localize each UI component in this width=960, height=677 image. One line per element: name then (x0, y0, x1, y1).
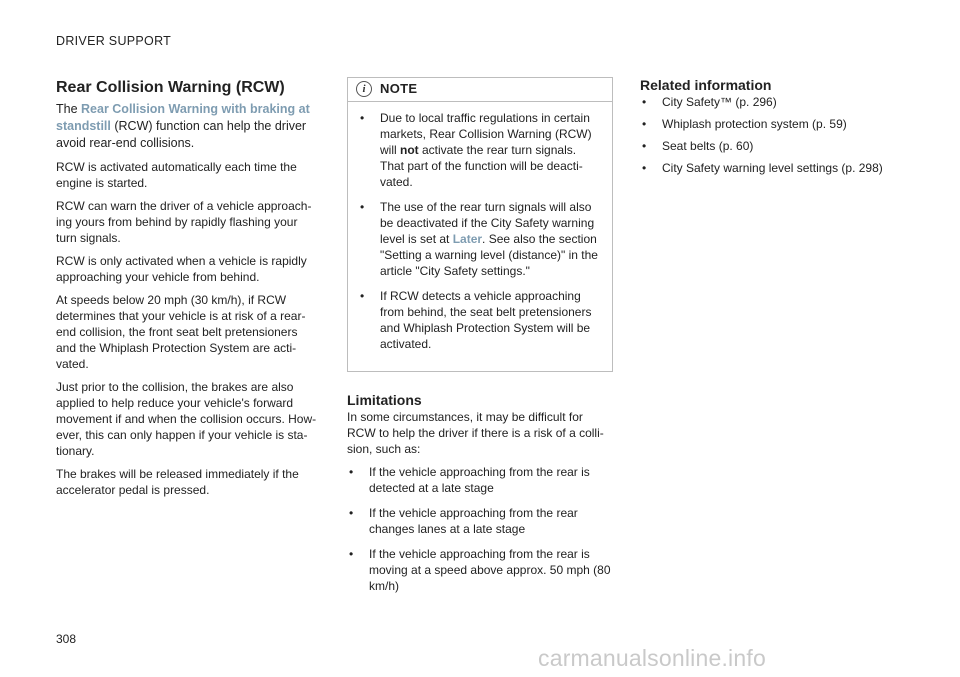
middle-column (347, 77, 613, 603)
later-setting-link[interactable]: Later (452, 232, 483, 246)
note-item (358, 199, 602, 279)
related-list (640, 94, 910, 176)
list-item: • If the vehicle approaching from the rear changes lanes at a late stage (347, 505, 613, 537)
note-box (347, 77, 613, 372)
main-column (56, 78, 320, 505)
list-item: • If the vehicle approaching from the rear is moving at a speed above approx. 50 mph (80 km/h) (347, 546, 613, 594)
limitations-heading: Limitations (347, 392, 422, 408)
related-link[interactable]: • Whiplash protection system (p. 59) (640, 116, 910, 132)
info-icon: i (356, 81, 372, 97)
note-item-emphasis: not (400, 143, 419, 157)
body-paragraph: Just prior to the collision, the brakes are also applied to help reduce your vehicle's forward movement if and when the collision occurs. How-ever, this can only happen if your vehicle is sta-tionary. (56, 380, 317, 458)
related-link[interactable]: • Seat belts (p. 60) (640, 138, 910, 154)
body-paragraph: RCW is only activated when a vehicle is rapidly approaching your vehicle from behind. (56, 254, 307, 284)
note-title: NOTE (380, 81, 418, 96)
note-item-text: The use of the rear turn signals will also be deactivated if the City Safety warning level is set at (380, 200, 595, 246)
intro-paragraph (56, 101, 320, 152)
intro-prefix: The (56, 102, 82, 116)
limitations-list (347, 464, 613, 594)
note-item: • If RCW detects a vehicle approaching from behind, the seat belt pretensioners and Whiplash Protection System will be activated. (358, 288, 602, 352)
note-item-text: Due to local traffic regulations in certain markets, Rear Collision Warning (RCW) will (380, 111, 592, 157)
body-paragraph: RCW can warn the driver of a vehicle approach-ing yours from behind by rapidly flashing your turn signals. (56, 199, 312, 245)
note-item-text: activate the rear turn signals. That part of the function will be deacti-vated. (380, 143, 583, 189)
note-header (348, 81, 612, 102)
watermark: carmanualsonline.info (538, 645, 766, 671)
related-heading: Related information (640, 77, 772, 93)
related-link[interactable]: • City Safety warning level settings (p. 298) (640, 160, 910, 176)
page-number: 308 (56, 632, 77, 646)
related-link[interactable]: • City Safety™ (p. 296) (640, 94, 910, 110)
related-column (640, 77, 910, 182)
note-item (358, 110, 602, 190)
page-title: Rear Collision Warning (RCW) (56, 79, 285, 96)
limitations-intro: In some circumstances, it may be difficult for RCW to help the driver if there is a risk of a colli-sion, such as: (347, 410, 604, 456)
body-paragraph: At speeds below 20 mph (30 km/h), if RCW determines that your vehicle is at risk of a rear-end collision, the front seat belt pretensioners and the Whiplash Protection System are acti-vated. (56, 293, 306, 371)
body-paragraph: RCW is activated automatically each time the engine is started. (56, 160, 297, 190)
rcw-link[interactable]: Rear Collision Warning with braking at standstill (56, 102, 310, 133)
body-paragraph: The brakes will be released immediately if the accelerator pedal is pressed. (56, 467, 299, 497)
note-item-text: . See also the section "Setting a warning level (distance)" in the article "City Safety settings." (380, 232, 598, 278)
list-item: • If the vehicle approaching from the rear is detected at a late stage (347, 464, 613, 496)
note-list (358, 110, 602, 352)
section-header: DRIVER SUPPORT (56, 34, 172, 48)
intro-suffix: (RCW) function can help the driver avoid rear-end collisions. (56, 119, 307, 150)
